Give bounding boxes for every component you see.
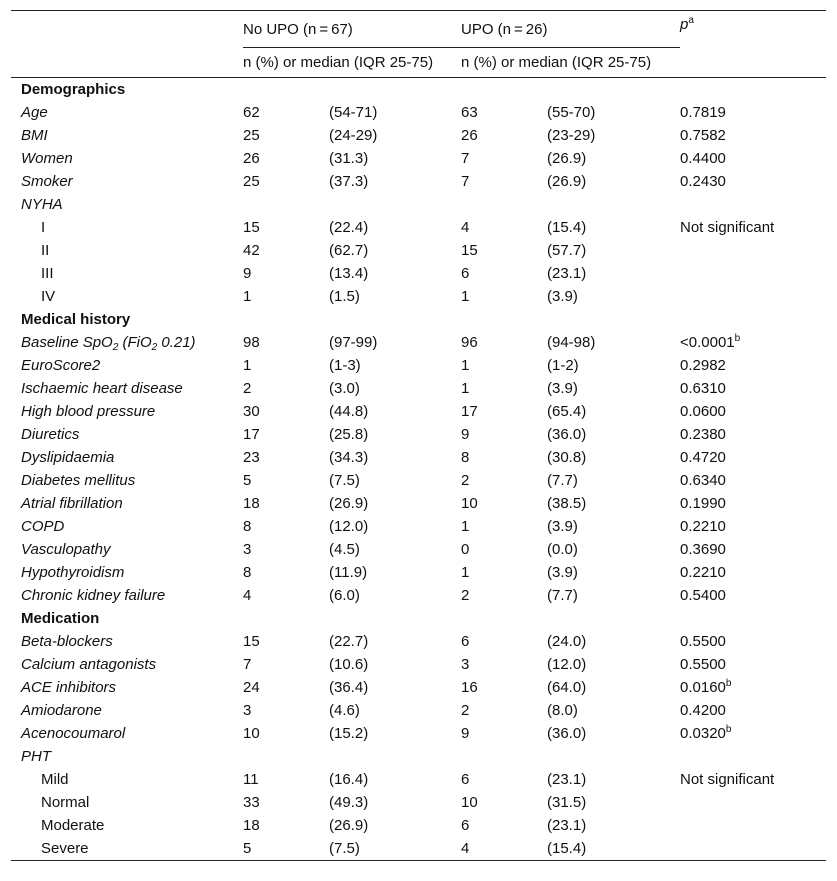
cell-p-value: 0.5400 (680, 587, 726, 604)
table-row (11, 768, 826, 791)
cell-p-value: Not significant (680, 771, 775, 788)
table-row (11, 124, 826, 147)
subscript: 2 (112, 342, 119, 353)
cell-no-upo-value: 3 (243, 541, 252, 558)
row-label: Ischaemic heart disease (21, 380, 183, 397)
cell-no-upo-value: 30 (243, 403, 260, 420)
cell-p-value: 0.3690 (680, 541, 726, 558)
cell-no-upo-value: 15 (243, 219, 260, 236)
cell-upo-range: (26.9) (547, 150, 587, 167)
cell-p-value: 0.2982 (680, 357, 726, 374)
cell-upo-value: 63 (461, 104, 478, 121)
cell-upo-range: (3.9) (547, 288, 578, 305)
table-row (11, 331, 826, 354)
cell-upo-value: 1 (461, 380, 470, 397)
subheader-empty (11, 48, 243, 78)
cell-p-value: 0.0160$^b$ (680, 678, 732, 696)
cell-no-upo-range: (11.9) (329, 564, 368, 581)
cell-p-value (680, 239, 826, 262)
p-footnote-marker: b (725, 724, 732, 735)
header-empty (11, 11, 243, 48)
cell-no-upo-range: (62.7) (329, 242, 369, 259)
row-label: High blood pressure (21, 403, 156, 420)
row-label: Age (21, 104, 48, 121)
cell-upo-range: (30.8) (547, 449, 587, 466)
table-row (11, 239, 826, 262)
cell-upo-value: 1 (461, 288, 470, 305)
section-title: Medical history (21, 311, 131, 328)
row-label: II (41, 242, 50, 259)
cell-upo-value: 10 (461, 495, 478, 512)
cell-upo-value: 26 (461, 127, 478, 144)
p-value-header (680, 11, 826, 78)
row-label: Hypothyroidism (21, 564, 125, 581)
cell-p-value: 0.0320$^b$ (680, 724, 732, 742)
cell-p-value: 0.2430 (680, 173, 726, 190)
row-label: I (41, 219, 46, 236)
cell-no-upo-range: (49.3) (329, 794, 369, 811)
group-header-no-upo: No UPO (n = 67) (243, 11, 461, 48)
cell-p-value: 0.2210 (680, 518, 726, 535)
cell-upo-range: (15.4) (547, 219, 587, 236)
table-row (11, 561, 826, 584)
cell-upo-range: (55-70) (547, 104, 596, 121)
cell-p-value (680, 745, 826, 768)
row-label: Vasculopathy (21, 541, 111, 558)
p-footnote-marker: b (734, 333, 741, 344)
subheader-upo: n (%) or median (IQR 25-75) (461, 48, 680, 78)
table-row (11, 377, 826, 400)
cell-no-upo-range: (37.3) (329, 173, 369, 190)
cell-upo-range: (24.0) (547, 633, 587, 650)
row-label: COPD (21, 518, 65, 535)
table-row (11, 584, 826, 607)
cell-p-value: 0.4720 (680, 449, 726, 466)
cell-no-upo-range: (7.5) (329, 837, 461, 861)
cell-upo-value (461, 745, 547, 768)
cell-upo-value: 1 (461, 564, 470, 581)
cell-no-upo-value: 33 (243, 794, 260, 811)
cell-no-upo-range: (13.4) (329, 265, 369, 282)
cell-no-upo-value: 9 (243, 265, 252, 282)
table-row (11, 837, 826, 861)
row-label: Atrial fibrillation (21, 495, 123, 512)
cell-p-value: <0.0001$^b$ (680, 333, 741, 351)
row-label: Smoker (21, 173, 73, 190)
cell-no-upo-range: (31.3) (329, 150, 369, 167)
row-label: Amiodarone (21, 702, 102, 719)
cell-upo-value: 1 (461, 518, 470, 535)
table-row (11, 492, 826, 515)
cell-no-upo-value: 1 (243, 357, 252, 374)
cell-upo-range (547, 193, 680, 216)
cell-p-value: 0.7582 (680, 127, 726, 144)
cell-no-upo-value: 8 (243, 518, 252, 535)
table-row (11, 653, 826, 676)
row-label: Diabetes mellitus (21, 472, 136, 489)
cell-no-upo-value: 23 (243, 449, 260, 466)
table-row (11, 791, 826, 814)
cell-no-upo-value: 25 (243, 127, 260, 144)
cell-upo-value: 6 (461, 771, 470, 788)
cell-p-value: 0.7819 (680, 104, 726, 121)
cell-upo-range: (0.0) (547, 541, 578, 558)
table-row (11, 538, 826, 561)
cell-upo-range: (36.0) (547, 426, 587, 443)
table-row (11, 814, 826, 837)
cell-no-upo-value (243, 745, 329, 768)
cell-p-value: 0.4200 (680, 702, 726, 719)
cell-upo-value: 17 (461, 403, 478, 420)
cell-no-upo-range: (54-71) (329, 104, 378, 121)
cell-no-upo-range: (7.5) (329, 472, 360, 489)
cell-no-upo-value: 5 (243, 837, 329, 861)
cell-p-value: 0.1990 (680, 495, 726, 512)
section-title: Demographics (21, 81, 126, 98)
row-label: Baseline SpO$_2$ (FiO$_2$ 0.21) (21, 334, 196, 353)
table-row (11, 423, 826, 446)
cell-upo-range: (23.1) (547, 265, 587, 282)
row-label: ACE inhibitors (21, 679, 117, 696)
table-row (11, 147, 826, 170)
cell-upo-value: 4 (461, 837, 547, 861)
cell-p-value (680, 285, 826, 308)
table-row (11, 193, 826, 216)
cell-no-upo-value: 10 (243, 725, 260, 742)
cell-upo-value: 96 (461, 334, 478, 351)
cell-no-upo-range: (3.0) (329, 380, 360, 397)
cell-p-value (680, 193, 826, 216)
section-row (11, 308, 826, 331)
cell-upo-value: 9 (461, 426, 470, 443)
cell-upo-value: 6 (461, 633, 470, 650)
cell-upo-range: (1-2) (547, 357, 579, 374)
p-footnote-marker: a (688, 15, 694, 26)
row-label: IV (41, 288, 56, 305)
cell-p-value: 0.2380 (680, 426, 726, 443)
cell-p-value: 0.4400 (680, 150, 726, 167)
cell-upo-value (461, 193, 547, 216)
cell-upo-value: 7 (461, 173, 470, 190)
row-label: Mild (41, 771, 69, 788)
cell-upo-range: (31.5) (547, 794, 587, 811)
cell-no-upo-value: 3 (243, 702, 252, 719)
cell-no-upo-value: 5 (243, 472, 252, 489)
cell-upo-value: 4 (461, 219, 470, 236)
row-label: Beta-blockers (21, 633, 113, 650)
cell-upo-value: 0 (461, 541, 470, 558)
cell-no-upo-range: (34.3) (329, 449, 369, 466)
cell-no-upo-range: (26.9) (329, 495, 369, 512)
cell-no-upo-range: (25.8) (329, 426, 369, 443)
table-row (11, 170, 826, 193)
table-row (11, 469, 826, 492)
cell-upo-value: 3 (461, 656, 470, 673)
cell-no-upo-range: (36.4) (329, 679, 369, 696)
cell-no-upo-value: 26 (243, 150, 260, 167)
row-label: III (41, 265, 54, 282)
cell-upo-range: (23-29) (547, 127, 596, 144)
table-row (11, 262, 826, 285)
row-label: Normal (41, 794, 90, 811)
cell-no-upo-value: 62 (243, 104, 260, 121)
cell-upo-range: (38.5) (547, 495, 587, 512)
header-row (11, 11, 826, 48)
cell-upo-value: 9 (461, 725, 470, 742)
cell-upo-range: (3.9) (547, 564, 578, 581)
row-label: EuroScore2 (21, 357, 101, 374)
table-row (11, 354, 826, 377)
cell-no-upo-value: 24 (243, 679, 260, 696)
cell-p-value: Not significant (680, 219, 775, 236)
cell-no-upo-value: 2 (243, 380, 252, 397)
cell-no-upo-value: 7 (243, 656, 252, 673)
cell-upo-range: (36.0) (547, 725, 587, 742)
cell-upo-value: 16 (461, 679, 478, 696)
cell-upo-range: (64.0) (547, 679, 587, 696)
cell-upo-range: (3.9) (547, 518, 578, 535)
cell-no-upo-range: (1.5) (329, 288, 360, 305)
cell-upo-value: 1 (461, 357, 470, 374)
cell-no-upo-range: (22.7) (329, 633, 369, 650)
cell-upo-range: (23.1) (547, 817, 587, 834)
cell-no-upo-value: 1 (243, 288, 252, 305)
cell-no-upo-range: (97-99) (329, 334, 378, 351)
row-label: Chronic kidney failure (21, 587, 166, 604)
p-label: p (680, 16, 689, 33)
table-row (11, 676, 826, 699)
cell-upo-range: (3.9) (547, 380, 578, 397)
table-row (11, 216, 826, 239)
cell-no-upo-range: (44.8) (329, 403, 369, 420)
cell-upo-range: (7.7) (547, 587, 578, 604)
subscript: 2 (151, 342, 158, 353)
cell-upo-range: (94-98) (547, 334, 596, 351)
cell-upo-value: 2 (461, 702, 470, 719)
section-row (11, 78, 826, 102)
cell-p-value: 0.6340 (680, 472, 726, 489)
cell-upo-range: (15.4) (547, 837, 680, 861)
cell-no-upo-value: 8 (243, 564, 252, 581)
cell-upo-value: 15 (461, 242, 478, 259)
cell-no-upo-range: (6.0) (329, 587, 360, 604)
p-footnote-marker: b (725, 678, 732, 689)
cell-upo-range: (23.1) (547, 771, 587, 788)
cell-no-upo-range (329, 193, 461, 216)
cell-upo-range: (7.7) (547, 472, 578, 489)
group-header-upo: UPO (n = 26) (461, 11, 680, 48)
cell-no-upo-range: (4.6) (329, 702, 360, 719)
row-label: NYHA (21, 196, 63, 213)
section-row (11, 607, 826, 630)
cell-no-upo-value: 98 (243, 334, 260, 351)
cell-upo-value: 6 (461, 265, 470, 282)
row-label: Diuretics (21, 426, 80, 443)
cell-p-value: 0.5500 (680, 633, 726, 650)
cell-upo-range: (12.0) (547, 656, 587, 673)
cell-no-upo-value: 15 (243, 633, 260, 650)
cell-no-upo-range: (12.0) (329, 518, 369, 535)
table-row (11, 745, 826, 768)
cell-upo-value: 8 (461, 449, 470, 466)
cell-no-upo-range: (26.9) (329, 817, 369, 834)
cell-no-upo-range: (16.4) (329, 771, 369, 788)
table-row (11, 515, 826, 538)
row-label: Dyslipidaemia (21, 449, 115, 466)
cell-p-value: 0.5500 (680, 656, 726, 673)
cell-upo-value: 10 (461, 794, 478, 811)
cell-upo-value: 2 (461, 472, 470, 489)
row-label: BMI (21, 127, 48, 144)
section-title: Medication (21, 610, 100, 627)
cell-no-upo-range: (24-29) (329, 127, 378, 144)
cell-no-upo-range (329, 745, 461, 768)
cell-no-upo-value: 18 (243, 495, 260, 512)
cell-upo-value: 6 (461, 817, 470, 834)
table-row (11, 722, 826, 745)
data-table (11, 10, 826, 861)
row-label: Calcium antagonists (21, 656, 157, 673)
cell-no-upo-range: (15.2) (329, 725, 369, 742)
cell-no-upo-value: 11 (243, 771, 259, 788)
row-label: Severe (11, 837, 243, 861)
table-row (11, 101, 826, 124)
table-row (11, 630, 826, 653)
table-row (11, 699, 826, 722)
cell-no-upo-value (243, 193, 329, 216)
cell-no-upo-range: (1-3) (329, 357, 361, 374)
cell-upo-range (547, 745, 680, 768)
cell-upo-range: (65.4) (547, 403, 587, 420)
table-body (11, 78, 826, 861)
cell-p-value (680, 814, 826, 837)
row-label: PHT (21, 748, 51, 765)
cell-no-upo-value: 42 (243, 242, 260, 259)
cell-p-value: 0.6310 (680, 380, 726, 397)
cell-p-value (680, 791, 826, 814)
cell-no-upo-range: (10.6) (329, 656, 369, 673)
cell-upo-range: (26.9) (547, 173, 587, 190)
table-row (11, 285, 826, 308)
cell-upo-range: (57.7) (547, 242, 587, 259)
cell-no-upo-value: 25 (243, 173, 260, 190)
cell-upo-value: 2 (461, 587, 470, 604)
cell-no-upo-range: (4.5) (329, 541, 360, 558)
row-label: Acenocoumarol (21, 725, 126, 742)
cell-no-upo-range: (22.4) (329, 219, 369, 236)
cell-p-value (680, 262, 826, 285)
cell-no-upo-value: 4 (243, 587, 252, 604)
row-label: Women (21, 150, 73, 167)
cell-upo-value: 7 (461, 150, 470, 167)
cell-p-value: 0.2210 (680, 564, 726, 581)
cell-no-upo-value: 18 (243, 817, 260, 834)
subheader-no-upo: n (%) or median (IQR 25-75) (243, 48, 461, 78)
cell-p-value (680, 837, 826, 861)
table-row (11, 446, 826, 469)
cell-no-upo-value: 17 (243, 426, 260, 443)
row-label: Moderate (41, 817, 105, 834)
table-row (11, 400, 826, 423)
cell-p-value: 0.0600 (680, 403, 726, 420)
cell-upo-range: (8.0) (547, 702, 578, 719)
